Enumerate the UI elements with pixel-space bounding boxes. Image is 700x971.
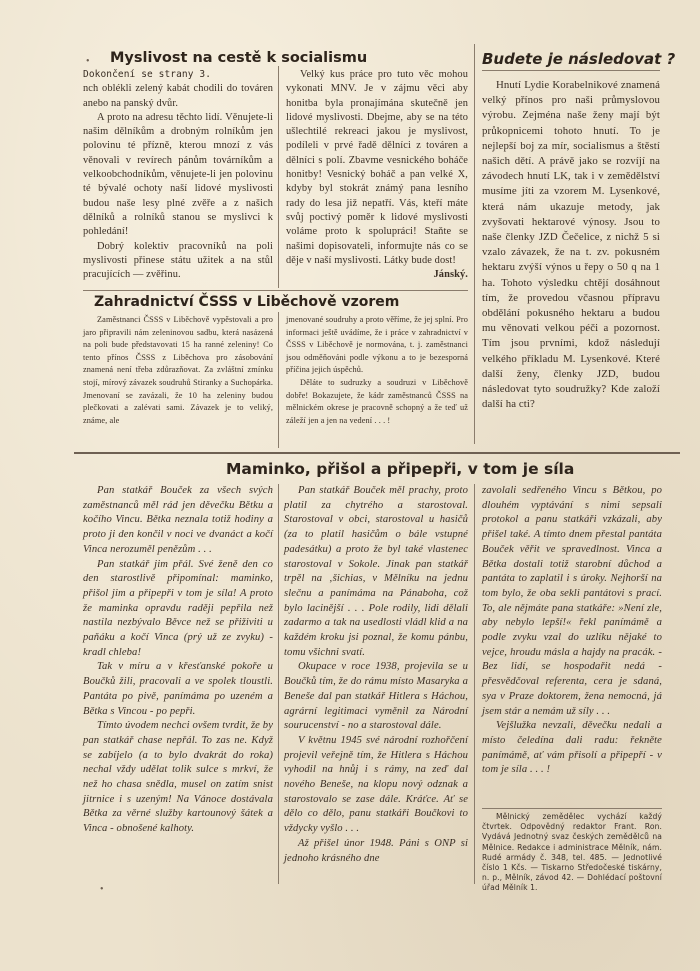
article-zahradnictvi-col2 xyxy=(286,314,468,427)
paragraph: zavolali sedřeného Vincu s Bětkou, po dlouhém vyptávání s nimi sepsali protokol a panu statkáři vzkázali, aby přišel také. A tímto dnem přestal pantáta Bouček věřit ve spravedlnost. Vinca a Bětka dostali totiž starobní důchod a pantáta to zaplatil i s úroky. Nejhorší na tom bylo, že oba sekli pantátovi s prací. To, ale nějmáte pana statkáře: »Není zle, aby nebylo lepší!« řekl panímámě a podle zvyku vzal do uzlíku nějaké to vejce, hroudu másla a hajdy na pracák. - Bez lidí, se hospodařit nedá - přesvědčoval referenta, cera je sdaná, sya v Praze doktorem, žena nemocná, já jsem stár a nemám už síly . . . xyxy=(482,485,662,717)
article-myslivost-title: Myslivost na cestě k socialismu xyxy=(110,50,368,66)
paragraph: Hnutí Lydie Korabelnikové znamená velký přínos pro naši průmyslovou výrobu. Zejména naše ženy mají být průkopnicemi tohoto hnutí. To je nejlepší boj za mír, socialismus a štěstí našich dětí. A právě jako se rozvíjí na závodech hnutí LK, tak i v zemědělství musíme jíti za vzorem M. Lysenkové, která nám ukazuje metody, jak zvyšovati hektarové výnosy. Jsou to naše členky JZD Čečelice, z nichž 5 si vzalo závazek, že na t. zv. pokusném hektaru zvýší výnos u řepy o 50 q na 1 ha. Tohoto výsledku chtějí dosáhnout tím, že provedou včasnou přípravu obdělání pokusného hektaru a budou mu věnovati velkou péči a pozornost. Tím jsou prvními, kdož následují velkého příkladu M. Lysenkové. Které další ženy, členky JZD, budou následovat tyto soudružky? Kde založí další ha cti? xyxy=(482,79,660,411)
article-budete-title: Budete je následovat ? xyxy=(482,50,676,68)
paragraph: Dobrý kolektiv pracovníků na poli myslivosti přinese státu užitek a na stůl pracujících — zvěřinu. xyxy=(83,240,273,281)
article-myslivost-col2 xyxy=(286,68,468,282)
paragraph: Vejšlužka nevzali, děvečku nedali a místo čeledína dali radu: řekněte panímámě, ať vám přisolí a připepří - v tom je síla . . . ! xyxy=(482,720,662,776)
paragraph: Pan statkář Bouček za všech svých zaměstnanců měl rád jen děvečku Bětku a kočího Vincu. Bětka neznala totiž hodiny a proto ji den končil v noci ve dvanáct a kočí Vinca nerozuměl penězům . . . xyxy=(83,485,273,555)
article-maminko-title: Maminko, přišol a připepři, v tom je síla xyxy=(226,460,575,478)
article-maminko-col3 xyxy=(482,484,662,778)
paragraph: Pan statkář jim přál. Své ženě den co den starostlivě připomínal: maminko, přišol jim a připepři v tom je síla! A proto že maminka opravdu raději pepřila než nastila nezbývalo Běvce než se přiživiti u paňáku a kočí Vinca (prý už ze zvyku) - kradl chleba! xyxy=(83,558,273,658)
paragraph: nch oblékli zelený kabát chodili do továren anebo na panský dvůr. xyxy=(83,83,273,109)
scan-mark: • xyxy=(86,56,90,67)
paragraph: jmenované soudruhy a proto věříme, že jej splní. Pro informaci ještě uvádíme, že i práce v zahradnictví v ČSSS v Liběchově je normována, t. j. zaměstnanci jsou odměňováni podle výkonu a to je bezesporná příčina jejich úspěchů. xyxy=(286,315,468,375)
article-budete-body xyxy=(482,78,660,412)
article-myslivost-col1 xyxy=(83,68,273,282)
paragraph: Tak v míru a v křesťanské pokoře u Boučků žili, pracovali a ve spolek tloustli. Pantáta po pivě, panímáma po uzeném a Bětka s Vincou - po pepři. xyxy=(83,661,273,717)
imprint-divider xyxy=(482,808,662,809)
page-divider xyxy=(74,452,680,454)
scan-mark: • xyxy=(100,884,104,895)
column-divider xyxy=(278,312,279,448)
paragraph: Okupace v roce 1938, projevila se u Boučků tím, že do rámu místo Masaryka a Beneše dal pan statkář Hitlera s Háchou, agrární legitimaci vyměnil za Národní sourucenství - no a starostoval dále. xyxy=(284,661,468,732)
paragraph: Pan statkář Bouček měl prachy, proto platil za chytrého a starostoval. Starostoval v obci, starostoval u hasičů (za to platil hasičům o bále vstupné padesátku) a proto že byl také vlastenec starostoval v Sokole. Jinak pan statkář trpěl na ‚šichias, v Mělníku na jednu slečnu a panímáma na Pánaboha, což bylo lacinější . . . Pole rodily, lidi dělali zadarmo a tak na usedlosti vládl klid a na každém kroku jsi poznal, že komu pánbu, tomu všichni svatí. xyxy=(284,485,468,658)
article-maminko-col1 xyxy=(83,484,273,837)
continued-note: Dokončení se strany 3. xyxy=(83,69,212,80)
article-maminko-col2 xyxy=(284,484,468,866)
signature: Jánský. xyxy=(433,269,468,281)
column-divider xyxy=(278,484,279,884)
paragraph: Velký kus práce pro tuto věc mohou vykonati MNV. Je v zájmu věci aby honitba byla pronajímána skutečně jen lidové myslivosti. Dbejme, aby se na této ušlechtilé rekreaci jakou je myslivost, podíleli v prvé řadě dělníci z továren a dělníci s polí. Zbavme vesnického boháče honitby! Vesnický boháč a pan velké X, kdyby byl stokrát známý pana lesního rady do lesa již nepatří. Vás, kteří máte svůj poctivý poměr k lidové myslivosti voláme proto k spolupráci! Staňte se našimi dopisovateli, informujte nás co se děje v naší myslivosti. Látky bude dost! xyxy=(286,69,468,266)
column-divider xyxy=(474,484,475,884)
article-zahradnictvi-title: Zahradnictví ČSSS v Liběchově vzorem xyxy=(94,294,400,310)
paragraph: Až přišel únor 1948. Páni s ONP si jednoho krásného dne xyxy=(284,837,468,864)
paragraph: A proto na adresu těchto lidí. Věnujete-li našim dělníkům a drobným rolníkům jen polovinu té přízně, kterou mnozí z vás věnovali v revírech pánům továrníkům a velkoobchodníkům, věnujete-li jen polovinu té bývalé ochoty naší lidové myslivosti budou naše lesy plné zvěře a z našich dělníků a rolníků stanou se myslivci k pohledání! xyxy=(83,111,273,238)
section-divider xyxy=(83,290,468,291)
column-divider xyxy=(474,44,475,444)
paragraph: Děláte to sudruzky a soudruzi v Liběchově dobře! Bokazujete, že kádr zaměstnanců ČSSS na mělnickém okrese je pracovně schopný a že teď už záleží jen a jen na vedení . . . ! xyxy=(286,377,468,425)
imprint-text: Mělnický zemědělec vychází každý čtvrtek. Odpovědný redaktor Frant. Ron. Vydává Jednotný svaz českých zemědělců na Mělnice. Redakce i administrace Mělník, nám. Rudé armády č. 348, tel. 485. — Jednotlivé číslo 1 Kčs. — Tiskarno Středočeské tiskárny, n. p., Mělník, závod 42. — Dohlédací poštovní úřad Mělník 1. xyxy=(482,812,662,893)
paragraph: V květnu 1945 své národní rozhořčení projevil veřejně tím, že Hitlera s Háchou vyhodil na hnůj i s rámy, na zeď dal nového Beneše, na klopu nový odznak a starostovalo se zase dále. Kráťce. Ať se dělo co dělo, panu statkáři Boučkovi to vždycky vyšlo . . . xyxy=(284,734,468,835)
paragraph: Zaměstnanci ČSSS v Liběchově vypěstovali a pro jaro připravili nám zeleninovou sadbu, která nasázená na poli bude představovati 15 ha ranné zeleniny! Co tento přínos ČSSS z Liběchova pro zásobování znamená není třeba zdůrazňovat. Za zvláštní zmínku stojí, mírový závazek soudruhů Stiranky a Suchopárka. Jmenovaní se zavázali, že 10 ha zeleniny budou plečkovati a zalévati sami. Závazek je to veliký, známe, ale xyxy=(83,315,273,425)
title-underline xyxy=(482,70,660,71)
paragraph: Tímto úvodem nechci ovšem tvrdit, že by pan statkář chase nepřál. To zas ne. Když se zabíjelo (a to bylo dvakrát do roka) nechal vždy udělat tolik sulce s mrkví, že než ho chasa snědla, musel on zatím snist jitrnice i s uzeným! Na Vánoce dostávala Bětka za věrné služby kartounový šátek a Vinca - obnošené kalhoty. xyxy=(83,720,273,835)
column-divider xyxy=(278,66,279,288)
article-zahradnictvi-col1 xyxy=(83,314,273,427)
imprint xyxy=(482,812,662,894)
